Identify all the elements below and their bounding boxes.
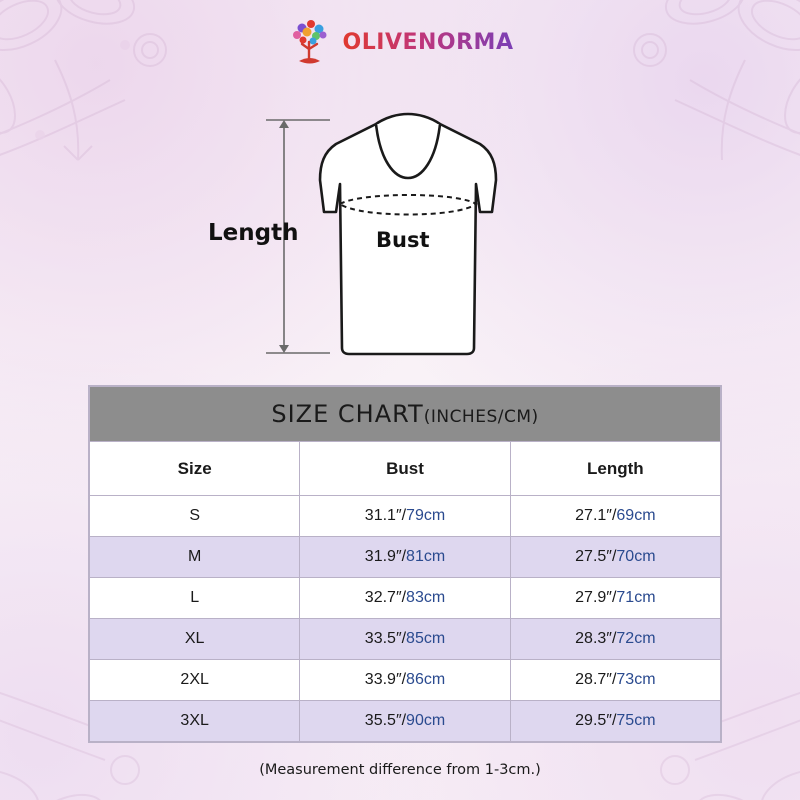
cell-length <box>510 619 720 660</box>
cell-length <box>510 537 720 578</box>
size-chart-title <box>90 387 721 442</box>
table-row <box>90 537 721 578</box>
cell-length <box>510 578 720 619</box>
cell-size: S <box>90 496 300 537</box>
bust-inches: 33.5″/ <box>364 630 407 647</box>
garment-illustration <box>180 100 620 370</box>
size-chart-table-wrapper <box>88 385 722 743</box>
cell-size: L <box>90 578 300 619</box>
bust-cm: 83cm <box>406 589 446 606</box>
bust-cm: 79cm <box>406 507 446 524</box>
bust-cm: 86cm <box>406 671 446 688</box>
length-cm: 69cm <box>616 507 656 524</box>
bust-cm: 85cm <box>406 630 446 647</box>
cell-bust <box>300 496 510 537</box>
table-row <box>90 496 721 537</box>
column-header-size: Size <box>90 442 300 496</box>
bust-cm: 90cm <box>406 712 446 729</box>
length-cm: 70cm <box>616 548 656 565</box>
length-inches: 27.5″/ <box>575 548 617 565</box>
column-header-bust: Bust <box>300 442 510 496</box>
length-cm: 73cm <box>616 671 656 688</box>
cell-length <box>510 701 720 742</box>
bust-inches: 35.5″/ <box>364 712 407 729</box>
size-chart-body <box>90 496 721 742</box>
length-inches: 28.7″/ <box>575 671 617 688</box>
bust-label: Bust <box>376 228 430 252</box>
cell-length <box>510 496 720 537</box>
bust-inches: 31.9″/ <box>364 548 407 565</box>
length-label: Length <box>208 220 299 246</box>
cell-bust <box>300 537 510 578</box>
table-row <box>90 619 721 660</box>
cell-bust <box>300 660 510 701</box>
size-chart-table <box>89 386 721 742</box>
table-row <box>90 578 721 619</box>
bust-cm: 81cm <box>406 548 446 565</box>
measurement-footnote: (Measurement difference from 1-3cm.) <box>259 762 541 778</box>
length-cm: 71cm <box>616 589 656 606</box>
cell-size: M <box>90 537 300 578</box>
length-inches: 29.5″/ <box>575 712 617 729</box>
size-chart-title-units: (INCHES/CM) <box>423 407 539 427</box>
bust-inches: 32.7″/ <box>364 589 407 606</box>
length-inches: 27.9″/ <box>575 589 617 606</box>
cell-size: 2XL <box>90 660 300 701</box>
length-cm: 75cm <box>616 712 656 729</box>
size-chart-title-main: SIZE CHART <box>271 400 424 428</box>
brand-header <box>0 16 800 68</box>
cell-size: 3XL <box>90 701 300 742</box>
brand-name: OLIVENORMA <box>342 29 514 55</box>
cell-bust <box>300 578 510 619</box>
cell-bust <box>300 619 510 660</box>
length-inches: 28.3″/ <box>575 630 617 647</box>
tree-logo-icon <box>287 16 333 68</box>
length-cm: 72cm <box>616 630 656 647</box>
column-header-length: Length <box>510 442 720 496</box>
table-row <box>90 660 721 701</box>
bust-inches: 31.1″/ <box>364 507 407 524</box>
table-row <box>90 701 721 742</box>
cell-size: XL <box>90 619 300 660</box>
cell-bust <box>300 701 510 742</box>
cell-length <box>510 660 720 701</box>
length-inches: 27.1″/ <box>575 507 617 524</box>
bust-inches: 33.9″/ <box>364 671 407 688</box>
